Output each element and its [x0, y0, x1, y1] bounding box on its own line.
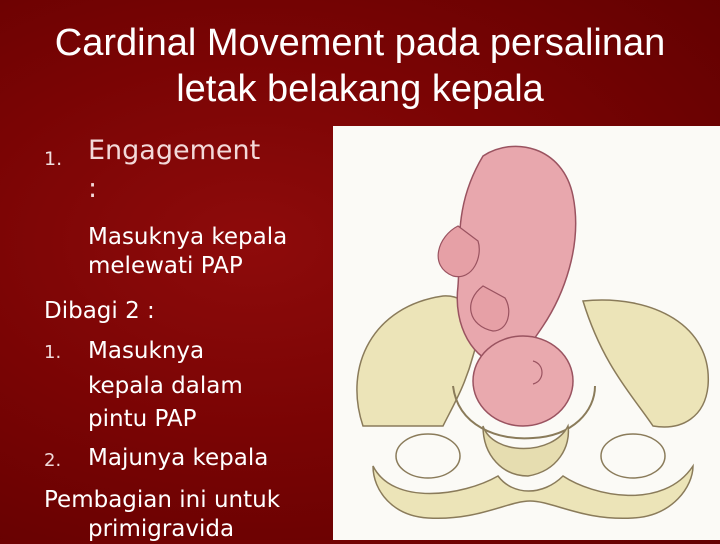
- closing-line-1: Pembagian ini untuk: [44, 487, 281, 513]
- sub-item-1-line-2: kepala dalam: [88, 373, 243, 399]
- sub-item-1-line-1: Masuknya: [88, 338, 205, 364]
- illustration-svg: [333, 126, 720, 540]
- sub-item-1-line-3: pintu PAP: [88, 406, 197, 432]
- engagement-heading: Engagement: [88, 135, 261, 166]
- engagement-heading-colon: :: [88, 173, 98, 204]
- right-obturator-foramen: [601, 434, 665, 478]
- divide-label: Dibagi 2 :: [44, 298, 155, 324]
- list-number-1: 1.: [44, 148, 63, 170]
- title-line-2: letak belakang kepala: [176, 68, 544, 110]
- description-line-2: melewati PAP: [88, 253, 243, 279]
- sub-number-1: 1.: [44, 342, 62, 363]
- fetus-pelvis-illustration: [333, 126, 720, 540]
- slide-text-column: [0, 0, 330, 540]
- left-obturator-foramen: [396, 434, 460, 478]
- sub-item-2-line-1: Majunya kepala: [88, 445, 269, 471]
- right-iliac-wing: [583, 300, 708, 427]
- sub-number-2: 2.: [44, 450, 62, 471]
- description-line-1: Masuknya kepala: [88, 224, 288, 250]
- title-line-1: Cardinal Movement pada persalinan: [54, 22, 666, 64]
- closing-line-2: primigravida: [88, 516, 235, 542]
- fetus-head: [473, 336, 573, 426]
